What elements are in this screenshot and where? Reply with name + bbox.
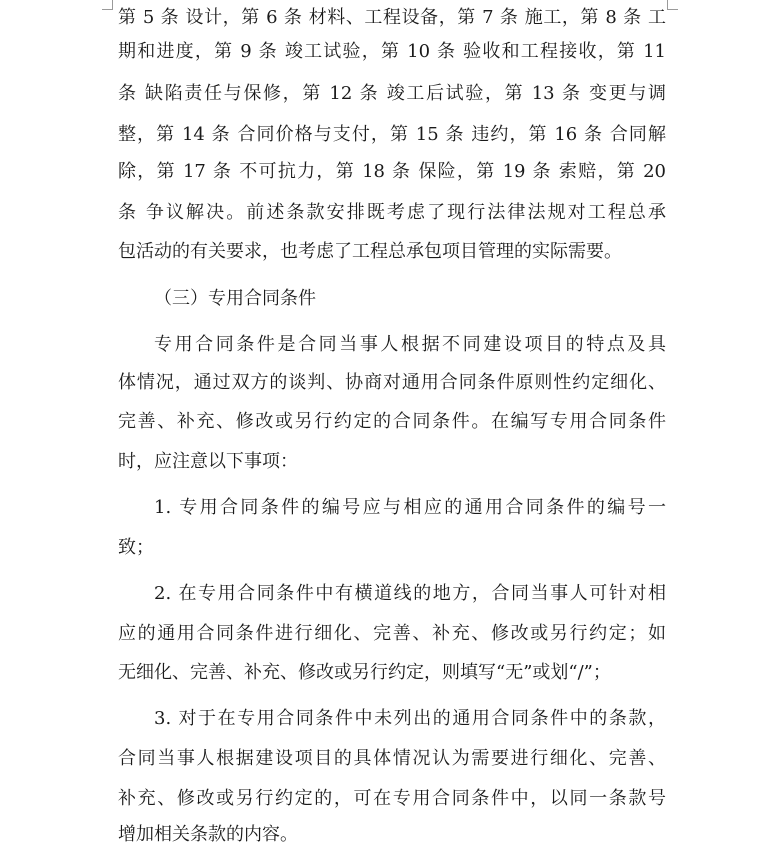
- text-line: 整，第 14 条 合同价格与支付，第 15 条 违约，第 16 条 合同解: [118, 124, 666, 145]
- text-line: 条 争议解决。前述条款安排既考虑了现行法律法规对工程总承: [118, 202, 666, 223]
- text-line: 时，应注意以下事项：: [118, 451, 298, 472]
- section-heading: （三）专用合同条件: [154, 288, 316, 309]
- list-item-text: 致；: [118, 537, 154, 558]
- text-line: 除，第 17 条 不可抗力，第 18 条 保险，第 19 条 索赔，第 20: [118, 161, 666, 182]
- list-item-text: 2. 在专用合同条件中有横道线的地方，合同当事人可针对相: [154, 583, 666, 604]
- text-line: 包活动的有关要求，也考虑了工程总承包项目管理的实际需要。: [118, 241, 622, 262]
- list-item-text: 合同当事人根据建设项目的具体情况认为需要进行细化、完善、: [118, 748, 666, 769]
- text-line: 期和进度，第 9 条 竣工试验，第 10 条 验收和工程接收，第 11: [118, 41, 666, 62]
- list-item-text: 3. 对于在专用合同条件中未列出的通用合同条件中的条款，: [154, 708, 666, 729]
- list-item-text: 增加相关条款的内容。: [118, 824, 298, 845]
- margin-mark-right: [667, 0, 668, 10]
- text-line: 条 缺陷责任与保修，第 12 条 竣工后试验，第 13 条 变更与调: [118, 83, 666, 104]
- list-item-text: 补充、修改或另行约定的，可在专用合同条件中，以同一条款号: [118, 788, 666, 809]
- text-line: 完善、补充、修改或另行约定的合同条件。在编写专用合同条件: [118, 411, 666, 432]
- text-line: 第 5 条 设计，第 6 条 材料、工程设备，第 7 条 施工，第 8 条 工: [118, 7, 666, 28]
- text-line: 专用合同条件是合同当事人根据不同建设项目的特点及具: [154, 334, 666, 355]
- list-item-text: 1. 专用合同条件的编号应与相应的通用合同条件的编号一: [154, 497, 666, 518]
- list-item-text: 应的通用合同条件进行细化、完善、补充、修改或另行约定；如: [118, 623, 666, 644]
- text-line: 体情况，通过双方的谈判、协商对通用合同条件原则性约定细化、: [118, 372, 666, 393]
- margin-mark-left: [112, 0, 113, 10]
- list-item-text: 无细化、完善、补充、修改或另行约定，则填写“无”或划“/”；: [118, 662, 611, 683]
